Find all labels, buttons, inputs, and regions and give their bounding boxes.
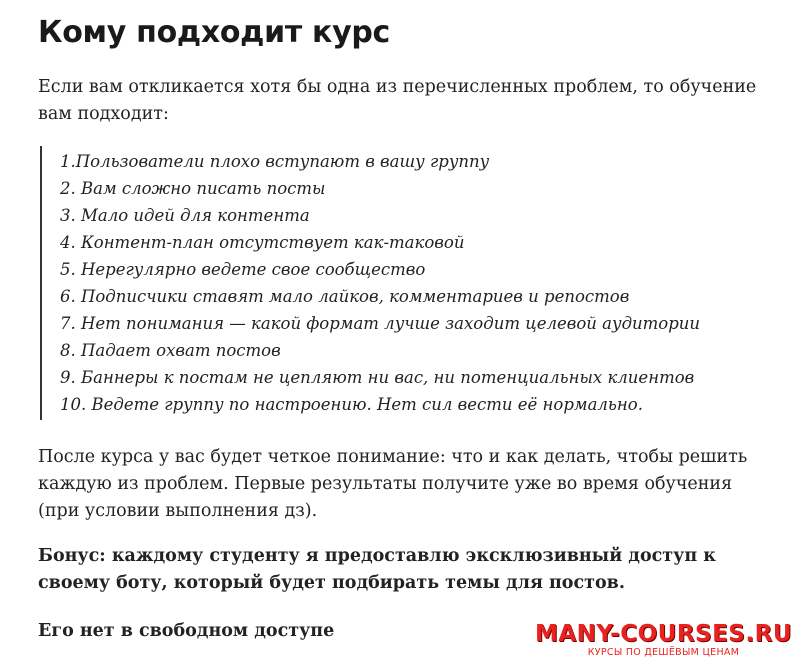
watermark-tagline: КУРСЫ ПО ДЕШЁВЫМ ЦЕНАМ	[587, 647, 740, 658]
list-item: 3. Мало идей для контента	[60, 206, 310, 225]
list-item: 4. Контент-план отсутствует как-таковой	[60, 233, 465, 252]
list-item: 6. Подписчики ставят мало лайков, комментариев и репостов	[60, 287, 630, 306]
intro-paragraph: Если вам откликается хотя бы одна из перечисленных проблем, то обучение вам подходит:	[38, 77, 757, 124]
page-title: Кому подходит курс	[38, 15, 391, 50]
list-item: 2. Вам сложно писать посты	[60, 179, 326, 198]
note-paragraph: Его нет в свободном доступе	[38, 621, 335, 641]
watermark-name: MANY-COURSES.RU	[534, 621, 792, 647]
bonus-paragraph: Бонус: каждому студенту я предоставлю эксклюзивный доступ к своему боту, который будет подбирать темы для постов.	[38, 546, 716, 593]
problems-quote	[40, 146, 778, 420]
after-course-paragraph: После курса у вас будет четкое понимание: что и как делать, чтобы решить каждую из проблем. Первые результаты получите уже во время обучения (при условии выполнения дз).	[38, 447, 748, 521]
list-item: 9. Баннеры к постам не цепляют ни вас, ни потенциальных клиентов	[60, 368, 695, 387]
list-item: 10. Ведете группу по настроению. Нет сил вести её нормально.	[60, 395, 643, 414]
watermark-logo	[535, 621, 792, 659]
list-item: 5. Нерегулярно ведете свое сообщество	[60, 260, 426, 279]
list-item: 8. Падает охват постов	[60, 341, 281, 360]
list-item: 7. Нет понимания — какой формат лучше заходит целевой аудитории	[60, 314, 701, 333]
problems-list	[60, 148, 778, 418]
list-item: 1.Пользователи плохо вступают в вашу группу	[60, 152, 490, 171]
article	[38, 14, 778, 645]
